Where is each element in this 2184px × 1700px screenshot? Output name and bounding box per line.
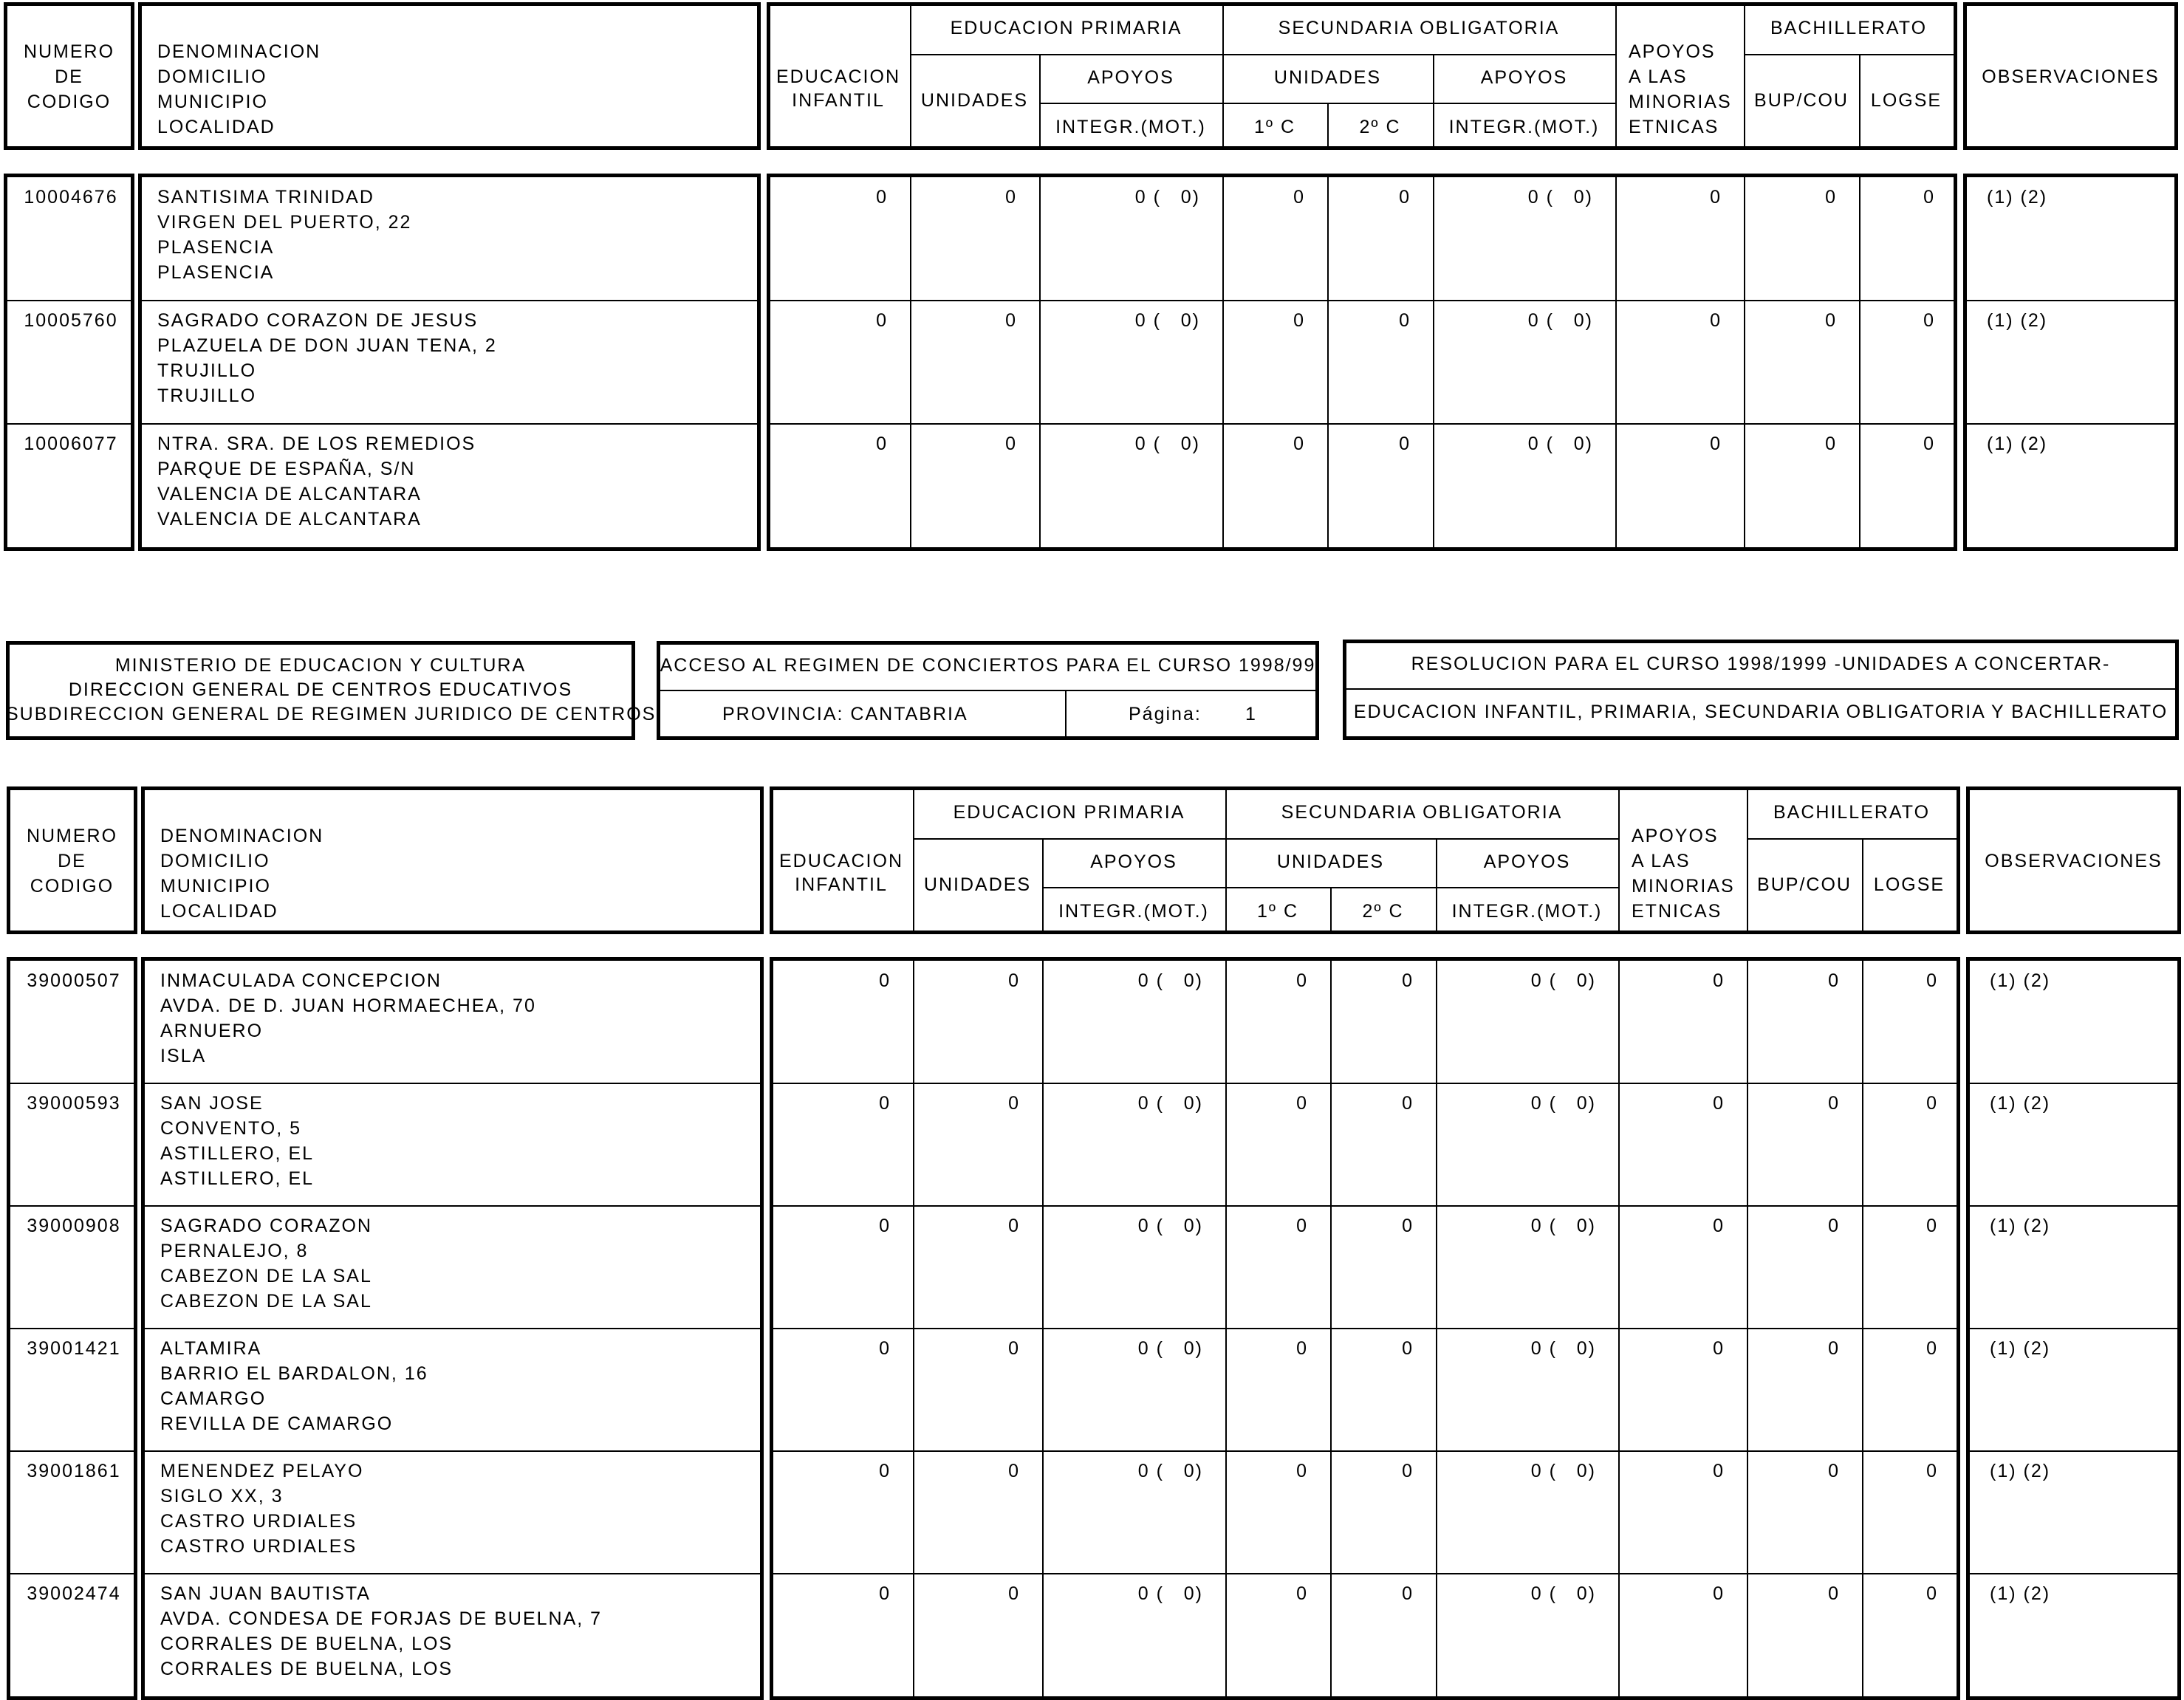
bup-cell: 0 <box>1828 1216 1840 1236</box>
table1-body-numero-box <box>4 174 134 551</box>
unidades-cell: 0 <box>1005 310 1017 331</box>
table2-hdr-integr-primaria: INTEGR.(MOT.) <box>1058 901 1209 922</box>
denominacion-line-2: PLAZUELA DE DON JUAN TENA, 2 <box>157 335 497 356</box>
rule-h <box>10 1328 134 1329</box>
table1-hdr-integr-secundaria: INTEGR.(MOT.) <box>1448 117 1600 137</box>
rule-h <box>770 423 1954 425</box>
observaciones-cell: (1) (2) <box>1987 310 2048 331</box>
pagina-number: 1 <box>1245 704 1257 724</box>
apoyos_prim-cell: 0 ( 0) <box>1137 1216 1203 1236</box>
ministry-line-1: MINISTERIO DE EDUCACION Y CULTURA <box>114 655 527 676</box>
apoyos_prim-cell: 0 ( 0) <box>1137 970 1203 991</box>
table2-hdr-de: DE <box>58 851 86 871</box>
apoyos_prim-cell: 0 ( 0) <box>1134 433 1200 454</box>
table2-hdr-observaciones: OBSERVACIONES <box>1985 851 2163 871</box>
c2-cell: 0 <box>1399 310 1411 331</box>
logse-cell: 0 <box>1926 1093 1938 1114</box>
table2-hdr-apoyos-primaria: APOYOS <box>1090 851 1177 872</box>
table2-hdr-educacion-primaria: EDUCACION PRIMARIA <box>953 802 1185 823</box>
rule-v <box>910 177 911 547</box>
unidades-cell: 0 <box>1008 1461 1020 1481</box>
table2-hdr-apoyos-minorias-2: A LAS <box>1632 851 1691 871</box>
provincia-label: PROVINCIA: CANTABRIA <box>722 704 968 724</box>
table2-hdr-denominacion: DENOMINACION <box>160 826 324 846</box>
ministry-line-2: DIRECCION GENERAL DE CENTROS EDUCATIVOS <box>68 679 573 700</box>
table1-hdr-apoyos-primaria: APOYOS <box>1087 67 1174 88</box>
infantil-cell: 0 <box>879 1461 891 1481</box>
rule-h <box>773 1083 1957 1084</box>
rule-h <box>1970 1573 2177 1574</box>
rule-h <box>1970 1450 2177 1452</box>
table1-hdr-infantil: INFANTIL <box>792 90 885 111</box>
minorias-cell: 0 <box>1713 1461 1725 1481</box>
table1-hdr-logse: LOGSE <box>1870 90 1942 111</box>
rule-h <box>10 1083 134 1084</box>
rule-h <box>1967 423 2174 425</box>
table1-hdr-de: DE <box>55 66 83 87</box>
denominacion-line-3: PLASENCIA <box>157 237 275 258</box>
infantil-cell: 0 <box>876 433 888 454</box>
bup-cell: 0 <box>1828 1583 1840 1604</box>
c2-cell: 0 <box>1399 187 1411 208</box>
logse-cell: 0 <box>1926 1216 1938 1236</box>
rule-v <box>1039 177 1041 547</box>
logse-cell: 0 <box>1923 310 1935 331</box>
rule-h <box>773 1328 1957 1329</box>
rule-h <box>773 1573 1957 1574</box>
pagina-label: Página: <box>1129 704 1202 724</box>
rule-h <box>773 1450 1957 1452</box>
apoyos_prim-cell: 0 ( 0) <box>1137 1338 1203 1359</box>
rule-v <box>1327 177 1329 547</box>
codigo-cell: 39000593 <box>27 1093 121 1114</box>
denominacion-line-4: ASTILLERO, EL <box>160 1168 315 1189</box>
rule-h <box>1970 1328 2177 1329</box>
table1-hdr-apoyos-minorias-1: APOYOS <box>1629 41 1716 62</box>
rule-h <box>10 1450 134 1452</box>
infantil-cell: 0 <box>876 187 888 208</box>
minorias-cell: 0 <box>1713 1583 1725 1604</box>
rule-v <box>1618 790 1620 930</box>
c1-cell: 0 <box>1296 970 1308 991</box>
table2-hdr-integr-secundaria: INTEGR.(MOT.) <box>1451 901 1603 922</box>
minorias-cell: 0 <box>1713 1216 1725 1236</box>
table1-hdr-educacion: EDUCACION <box>776 66 900 87</box>
denominacion-line-4: VALENCIA DE ALCANTARA <box>157 509 422 529</box>
table1-hdr-domicilio: DOMICILIO <box>157 66 267 87</box>
denominacion-line-2: VIRGEN DEL PUERTO, 22 <box>157 212 412 233</box>
table2-hdr-numero: NUMERO <box>26 826 118 846</box>
resolucion-title: RESOLUCION PARA EL CURSO 1998/1999 -UNIDADES A CONCERTAR- <box>1411 654 2111 674</box>
table2-hdr-infantil: INFANTIL <box>795 874 888 895</box>
table2-hdr-codigo: CODIGO <box>30 876 114 897</box>
unidades-cell: 0 <box>1008 1583 1020 1604</box>
denominacion-line-4: TRUJILLO <box>157 385 257 406</box>
table2-hdr-apoyos-minorias-4: ETNICAS <box>1632 901 1722 922</box>
unidades-cell: 0 <box>1008 970 1020 991</box>
rule-h <box>1039 103 1615 104</box>
rule-h <box>7 423 131 425</box>
denominacion-line-2: AVDA. DE D. JUAN HORMAECHEA, 70 <box>160 995 536 1016</box>
table1-hdr-apoyos-minorias-3: MINORIAS <box>1629 92 1732 112</box>
denominacion-line-4: ISLA <box>160 1046 207 1066</box>
table1-hdr-unidades-primaria: UNIDADES <box>920 90 1029 111</box>
table2-hdr-apoyos-minorias-1: APOYOS <box>1632 826 1719 846</box>
ministry-line-3: SUBDIRECCION GENERAL DE REGIMEN JURIDICO DE CENTROS <box>6 704 657 724</box>
rule-v <box>1222 177 1224 547</box>
table1-hdr-bup-cou: BUP/COU <box>1754 90 1849 111</box>
table2-hdr-primer-ciclo: 1º C <box>1256 901 1299 922</box>
rule-h <box>10 1205 134 1207</box>
table2-hdr-secundaria-obligatoria: SECUNDARIA OBLIGATORIA <box>1281 802 1563 823</box>
codigo-cell: 39000507 <box>27 970 121 991</box>
codigo-cell: 10005760 <box>24 310 118 331</box>
denominacion-line-2: AVDA. CONDESA DE FORJAS DE BUELNA, 7 <box>160 1608 603 1629</box>
infantil-cell: 0 <box>879 1216 891 1236</box>
rule-v <box>1615 177 1617 547</box>
denominacion-line-1: ALTAMIRA <box>160 1338 262 1359</box>
c2-cell: 0 <box>1402 1461 1414 1481</box>
codigo-cell: 10004676 <box>24 187 118 208</box>
unidades-cell: 0 <box>1005 433 1017 454</box>
table2-hdr-municipio: MUNICIPIO <box>160 876 271 897</box>
infantil-cell: 0 <box>879 1093 891 1114</box>
denominacion-line-2: CONVENTO, 5 <box>160 1118 302 1139</box>
rule-h <box>773 1205 1957 1207</box>
rule-h <box>145 1083 760 1084</box>
minorias-cell: 0 <box>1710 310 1722 331</box>
rule-v <box>1615 6 1617 146</box>
rule-h <box>7 300 131 301</box>
table2-hdr-domicilio: DOMICILIO <box>160 851 270 871</box>
rule-h <box>1744 54 1954 55</box>
denominacion-line-3: CAMARGO <box>160 1388 267 1409</box>
rule-h <box>1042 887 1618 888</box>
denominacion-line-3: CORRALES DE BUELNA, LOS <box>160 1634 453 1654</box>
codigo-cell: 10006077 <box>24 433 118 454</box>
c2-cell: 0 <box>1402 1583 1414 1604</box>
table2-hdr-apoyos-minorias-3: MINORIAS <box>1632 876 1735 897</box>
denominacion-line-3: TRUJILLO <box>157 360 257 381</box>
infantil-cell: 0 <box>879 970 891 991</box>
denominacion-line-1: SAN JOSE <box>160 1093 264 1114</box>
minorias-cell: 0 <box>1713 1093 1725 1114</box>
denominacion-line-3: ASTILLERO, EL <box>160 1143 315 1164</box>
codigo-cell: 39000908 <box>27 1216 121 1236</box>
minorias-cell: 0 <box>1713 1338 1725 1359</box>
infantil-cell: 0 <box>876 310 888 331</box>
table1-hdr-secundaria-obligatoria: SECUNDARIA OBLIGATORIA <box>1278 18 1560 38</box>
observaciones-cell: (1) (2) <box>1990 1093 2051 1114</box>
table2-hdr-unidades-primaria: UNIDADES <box>923 874 1032 895</box>
unidades-cell: 0 <box>1008 1093 1020 1114</box>
apoyos_prim-cell: 0 ( 0) <box>1137 1583 1203 1604</box>
logse-cell: 0 <box>1923 433 1935 454</box>
rule-h <box>1970 1205 2177 1207</box>
denominacion-line-3: CABEZON DE LA SAL <box>160 1266 372 1286</box>
denominacion-line-3: ARNUERO <box>160 1021 264 1041</box>
bup-cell: 0 <box>1825 433 1837 454</box>
c2-cell: 0 <box>1402 1093 1414 1114</box>
bup-cell: 0 <box>1828 1461 1840 1481</box>
logse-cell: 0 <box>1926 1338 1938 1359</box>
table1-hdr-bachillerato: BACHILLERATO <box>1770 18 1928 38</box>
c1-cell: 0 <box>1296 1216 1308 1236</box>
infantil-cell: 0 <box>879 1583 891 1604</box>
minorias-cell: 0 <box>1710 433 1722 454</box>
apoyos_prim-cell: 0 ( 0) <box>1137 1093 1203 1114</box>
apoyos_prim-cell: 0 ( 0) <box>1134 187 1200 208</box>
denominacion-line-4: CASTRO URDIALES <box>160 1536 357 1557</box>
denominacion-line-1: SAGRADO CORAZON <box>160 1216 372 1236</box>
table1-hdr-observaciones: OBSERVACIONES <box>1982 66 2160 87</box>
unidades-cell: 0 <box>1008 1338 1020 1359</box>
apoyos_sec-cell: 0 ( 0) <box>1527 187 1593 208</box>
codigo-cell: 39002474 <box>27 1583 121 1604</box>
apoyos_sec-cell: 0 ( 0) <box>1530 1461 1596 1481</box>
table1-hdr-numero: NUMERO <box>23 41 115 62</box>
rule-h <box>142 300 757 301</box>
observaciones-cell: (1) (2) <box>1990 1338 2051 1359</box>
apoyos_sec-cell: 0 ( 0) <box>1530 970 1596 991</box>
rule-h <box>145 1573 760 1574</box>
observaciones-cell: (1) (2) <box>1990 1461 2051 1481</box>
apoyos_sec-cell: 0 ( 0) <box>1530 1216 1596 1236</box>
table2-hdr-bachillerato: BACHILLERATO <box>1773 802 1931 823</box>
rule-h <box>145 1328 760 1329</box>
logse-cell: 0 <box>1926 970 1938 991</box>
apoyos_sec-cell: 0 ( 0) <box>1530 1093 1596 1114</box>
rule-h <box>145 1205 760 1207</box>
c1-cell: 0 <box>1296 1583 1308 1604</box>
observaciones-cell: (1) (2) <box>1990 1583 2051 1604</box>
acceso-title: ACCESO AL REGIMEN DE CONCIERTOS PARA EL CURSO 1998/99 <box>660 655 1316 676</box>
denominacion-line-1: MENENDEZ PELAYO <box>160 1461 364 1481</box>
rule-h <box>1747 838 1957 840</box>
c1-cell: 0 <box>1296 1093 1308 1114</box>
c2-cell: 0 <box>1402 1338 1414 1359</box>
bup-cell: 0 <box>1825 310 1837 331</box>
table1-hdr-municipio: MUNICIPIO <box>157 92 268 112</box>
denominacion-line-4: CABEZON DE LA SAL <box>160 1291 372 1312</box>
denominacion-line-3: CASTRO URDIALES <box>160 1511 357 1532</box>
rule-h <box>770 300 1954 301</box>
denominacion-line-2: PARQUE DE ESPAÑA, S/N <box>157 459 416 479</box>
observaciones-cell: (1) (2) <box>1990 1216 2051 1236</box>
rule-h <box>145 1450 760 1452</box>
rule-h <box>10 1573 134 1574</box>
table1-hdr-codigo: CODIGO <box>27 92 112 112</box>
denominacion-line-1: NTRA. SRA. DE LOS REMEDIOS <box>157 433 476 454</box>
minorias-cell: 0 <box>1713 970 1725 991</box>
c1-cell: 0 <box>1293 187 1305 208</box>
codigo-cell: 39001861 <box>27 1461 121 1481</box>
apoyos_sec-cell: 0 ( 0) <box>1530 1338 1596 1359</box>
bup-cell: 0 <box>1828 970 1840 991</box>
apoyos_sec-cell: 0 ( 0) <box>1527 433 1593 454</box>
rule-h <box>913 838 1618 840</box>
table2-hdr-educacion: EDUCACION <box>778 851 903 871</box>
table1-hdr-apoyos-minorias-4: ETNICAS <box>1629 117 1719 137</box>
table1-hdr-apoyos-secundaria: APOYOS <box>1480 67 1568 88</box>
c1-cell: 0 <box>1296 1461 1308 1481</box>
bup-cell: 0 <box>1828 1338 1840 1359</box>
c2-cell: 0 <box>1402 970 1414 991</box>
table1-hdr-apoyos-minorias-2: A LAS <box>1629 66 1688 87</box>
denominacion-line-1: SANTISIMA TRINIDAD <box>157 187 374 208</box>
denominacion-line-3: VALENCIA DE ALCANTARA <box>157 484 422 504</box>
denominacion-line-1: INMACULADA CONCEPCION <box>160 970 442 991</box>
infantil-cell: 0 <box>879 1338 891 1359</box>
table2-hdr-apoyos-secundaria: APOYOS <box>1483 851 1571 872</box>
rule-h <box>1970 1083 2177 1084</box>
apoyos_sec-cell: 0 ( 0) <box>1530 1583 1596 1604</box>
table1-hdr-educacion-primaria: EDUCACION PRIMARIA <box>950 18 1182 38</box>
denominacion-line-4: REVILLA DE CAMARGO <box>160 1413 394 1434</box>
apoyos_sec-cell: 0 ( 0) <box>1527 310 1593 331</box>
unidades-cell: 0 <box>1005 187 1017 208</box>
logse-cell: 0 <box>1926 1583 1938 1604</box>
apoyos_prim-cell: 0 ( 0) <box>1137 1461 1203 1481</box>
denominacion-line-4: PLASENCIA <box>157 262 275 283</box>
table2-hdr-logse: LOGSE <box>1873 874 1945 895</box>
rule-v <box>1433 177 1434 547</box>
observaciones-cell: (1) (2) <box>1987 433 2048 454</box>
bup-cell: 0 <box>1825 187 1837 208</box>
table2-hdr-unidades-secundaria: UNIDADES <box>1276 851 1385 872</box>
table2-hdr-bup-cou: BUP/COU <box>1757 874 1852 895</box>
denominacion-line-2: BARRIO EL BARDALON, 16 <box>160 1363 428 1384</box>
rule-h <box>142 423 757 425</box>
unidades-cell: 0 <box>1008 1216 1020 1236</box>
minorias-cell: 0 <box>1710 187 1722 208</box>
rule-h <box>1967 300 2174 301</box>
observaciones-cell: (1) (2) <box>1990 970 2051 991</box>
bup-cell: 0 <box>1828 1093 1840 1114</box>
table1-hdr-denominacion: DENOMINACION <box>157 41 321 62</box>
education-levels: EDUCACION INFANTIL, PRIMARIA, SECUNDARIA OBLIGATORIA Y BACHILLERATO <box>1353 702 2168 722</box>
rule-v <box>1744 177 1745 547</box>
table1-hdr-unidades-secundaria: UNIDADES <box>1273 67 1382 88</box>
codigo-cell: 39001421 <box>27 1338 121 1359</box>
table1-body-levels-box <box>767 174 1957 551</box>
rule-h <box>910 54 1615 55</box>
table1-hdr-localidad: LOCALIDAD <box>157 117 275 137</box>
denominacion-line-2: SIGLO XX, 3 <box>160 1486 284 1507</box>
table1-body-observaciones-box <box>1963 174 2178 551</box>
rule-v <box>1859 177 1860 547</box>
table1-hdr-segundo-ciclo: 2º C <box>1359 117 1401 137</box>
denominacion-line-1: SAGRADO CORAZON DE JESUS <box>157 310 479 331</box>
logse-cell: 0 <box>1926 1461 1938 1481</box>
c2-cell: 0 <box>1402 1216 1414 1236</box>
table1-hdr-integr-primaria: INTEGR.(MOT.) <box>1055 117 1206 137</box>
denominacion-line-2: PERNALEJO, 8 <box>160 1241 309 1261</box>
c1-cell: 0 <box>1296 1338 1308 1359</box>
table2-hdr-segundo-ciclo: 2º C <box>1362 901 1404 922</box>
c1-cell: 0 <box>1293 433 1305 454</box>
logse-cell: 0 <box>1923 187 1935 208</box>
table1-hdr-primer-ciclo: 1º C <box>1253 117 1296 137</box>
observaciones-cell: (1) (2) <box>1987 187 2048 208</box>
table2-hdr-localidad: LOCALIDAD <box>160 901 278 922</box>
apoyos_prim-cell: 0 ( 0) <box>1134 310 1200 331</box>
c1-cell: 0 <box>1293 310 1305 331</box>
denominacion-line-4: CORRALES DE BUELNA, LOS <box>160 1659 453 1679</box>
denominacion-line-1: SAN JUAN BAUTISTA <box>160 1583 371 1604</box>
c2-cell: 0 <box>1399 433 1411 454</box>
